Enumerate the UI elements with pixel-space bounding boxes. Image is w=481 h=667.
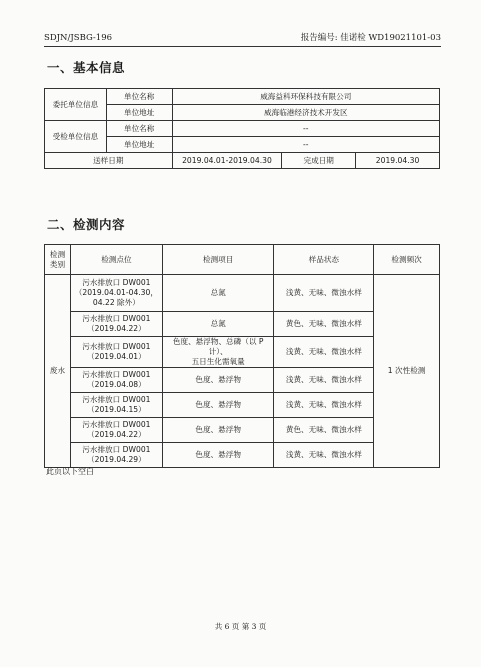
state-cell: 浅黄、无味、微浊水样 <box>274 368 374 393</box>
page-header <box>44 33 441 45</box>
inspected-name-label: 单位名称 <box>106 121 172 137</box>
document-code: SDJN/JSBG-196 <box>44 33 113 43</box>
col-header-frequency: 检测频次 <box>374 245 440 275</box>
point-cell: 污水排放口 DW001 （2019.04.29） <box>70 443 162 468</box>
point-cell: 污水排放口 DW001 （2019.04.08） <box>70 368 162 393</box>
blank-below-note: 此页以下空白 <box>46 467 94 476</box>
col-header-point: 检测点位 <box>70 245 162 275</box>
col-header-items: 检测项目 <box>162 245 274 275</box>
done-date-value: 2019.04.30 <box>356 153 440 169</box>
point-cell: 污水排放口 DW001 （2019.04.22） <box>70 418 162 443</box>
point-cell: 污水排放口 DW001 （2019.04.01） <box>70 337 162 368</box>
send-date-label: 送样日期 <box>45 153 173 169</box>
items-cell: 总氮 <box>162 312 274 337</box>
items-cell: 色度、悬浮物 <box>162 393 274 418</box>
items-cell: 总氮 <box>162 275 274 312</box>
items-cell: 色度、悬浮物 <box>162 418 274 443</box>
basic-info-table <box>44 88 440 169</box>
point-cell: 污水排放口 DW001 （2019.04.22） <box>70 312 162 337</box>
col-header-category: 检测 类别 <box>45 245 71 275</box>
table-row <box>45 275 440 312</box>
done-date-label: 完成日期 <box>282 153 356 169</box>
send-date-value: 2019.04.01-2019.04.30 <box>172 153 282 169</box>
items-cell: 色度、悬浮物、总磷（以 P 计）、 五日生化需氧量 <box>162 337 274 368</box>
state-cell: 黄色、无味、微浊水样 <box>274 418 374 443</box>
header-divider <box>44 46 441 47</box>
client-address-label: 单位地址 <box>106 105 172 121</box>
inspected-address-label: 单位地址 <box>106 137 172 153</box>
col-header-state: 样品状态 <box>274 245 374 275</box>
inspected-info-label: 受检单位信息 <box>45 121 107 153</box>
items-cell: 色度、悬浮物 <box>162 443 274 468</box>
client-name-label: 单位名称 <box>106 89 172 105</box>
inspection-content-table <box>44 244 440 468</box>
client-info-label: 委托单位信息 <box>45 89 107 121</box>
point-cell: 污水排放口 DW001 （2019.04.15） <box>70 393 162 418</box>
state-cell: 浅黄、无味、微浊水样 <box>274 393 374 418</box>
inspected-address-value: -- <box>172 137 439 153</box>
frequency-cell: 1 次性检测 <box>374 275 440 468</box>
page-footer: 共 6 页 第 3 页 <box>214 622 267 631</box>
client-address-value: 威海临港经济技术开发区 <box>172 105 439 121</box>
state-cell: 浅黄、无味、微浊水样 <box>274 275 374 312</box>
client-name-value: 威海益科环保科技有限公司 <box>172 89 439 105</box>
point-cell: 污水排放口 DW001 （2019.04.01-04.30， 04.22 除外） <box>70 275 162 312</box>
section-inspection-content-title: 二、检测内容 <box>47 217 126 232</box>
section-basic-info-title: 一、基本信息 <box>47 60 126 75</box>
state-cell: 浅黄、无味、微浊水样 <box>274 443 374 468</box>
category-cell: 废水 <box>45 275 71 468</box>
items-cell: 色度、悬浮物 <box>162 368 274 393</box>
report-number: 报告编号: 佳诺检 WD19021101-03 <box>300 33 441 43</box>
state-cell: 浅黄、无味、微浊水样 <box>274 337 374 368</box>
inspected-name-value: -- <box>172 121 439 137</box>
state-cell: 黄色、无味、微浊水样 <box>274 312 374 337</box>
